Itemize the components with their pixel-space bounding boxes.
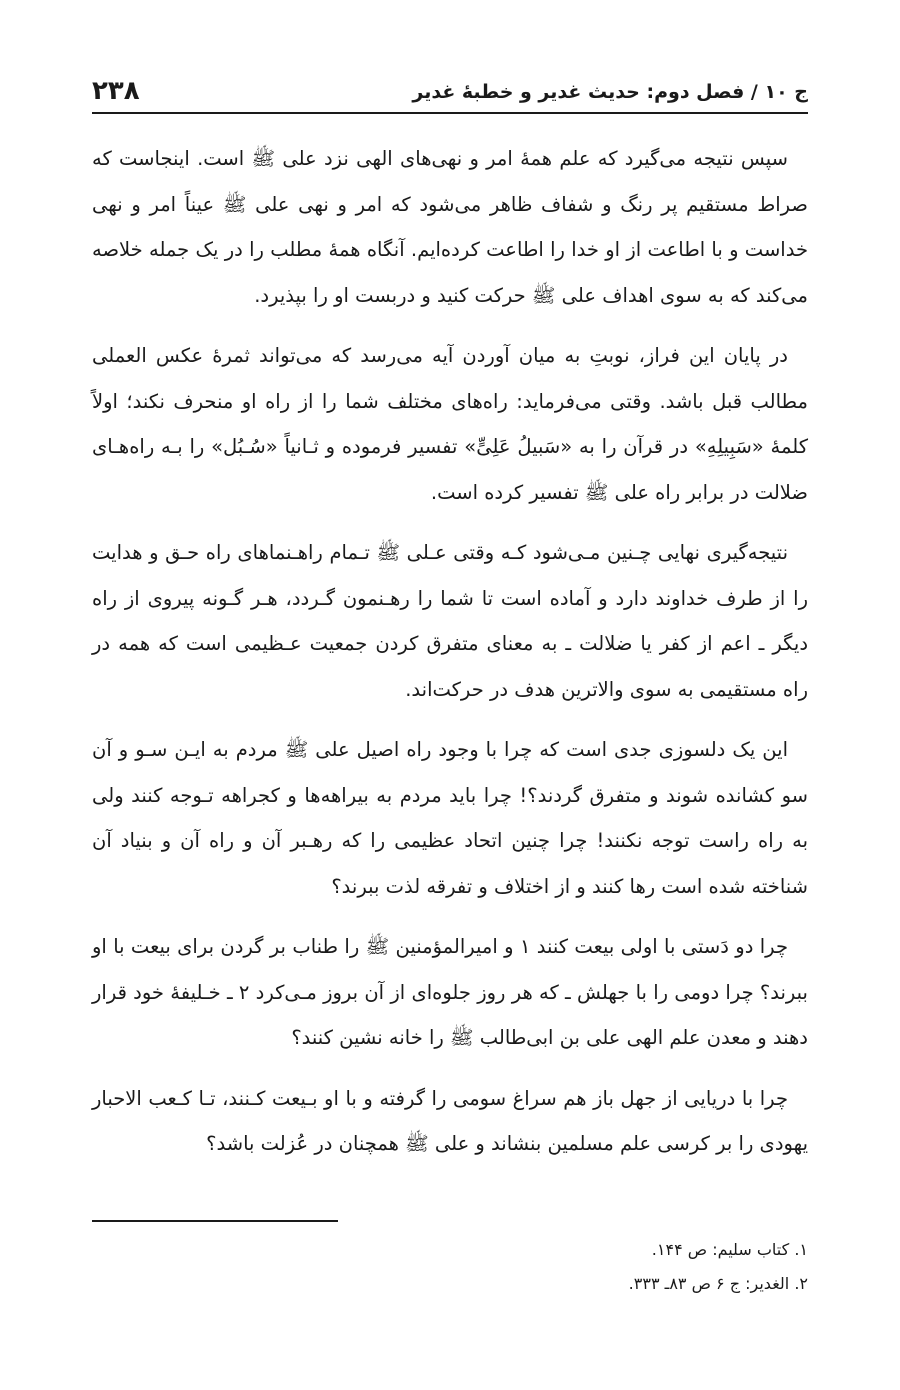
- page-header: [92, 60, 808, 114]
- footnote: ۱. کتاب سلیم: ص ۱۴۴.: [651, 1240, 808, 1259]
- footnotes: [92, 1233, 808, 1301]
- paragraph: این یک دلسوزی جدی است که چرا با وجود راه اصیل علی ﷺ مردم به ایـن سـو و آن سو کشانده شوند و متفرق گردند؟! چرا باید مردم به بیراهه‌ها و کجراهه تـوجه کنند ولی به راه راست توجه نکنند! چرا چنین اتحاد عظیمی را که رهـبر آن و راه آن و بنیاد آن شناخته شده است رها کنند و از اختلاف و تفرقه لذت ببرند؟: [92, 738, 808, 898]
- paragraph: در پایان این فراز، نوبتِ به میان آوردن آیه می‌رسد که می‌تواند ثمرهٔ عکس العملی مطالب قبل باشد. وقتی می‌فرماید: راه‌های مختلف شما را از راه او منحرف نکند؛ اولاً کلمهٔ «سَبِیلِهِ» در قرآن را به «سَبیلُ عَلِیٍّ» تفسیر فرموده و ثـانیاً «سُـبُل» را بـه راه‌هـای ضلالت در برابر راه علی ﷺ تفسیر کرده است.: [92, 344, 808, 504]
- paragraph: چرا با دریایی از جهل باز هم سراغ سومی را گرفته و با او بـیعت کـنند، تـا کـعب الاحبار یهودی را بر کرسی علم مسلمین بنشاند و علی ﷺ همچنان در عُزلت باشد؟: [92, 1086, 808, 1155]
- paragraph: سپس نتیجه می‌گیرد که علم همهٔ امر و نهی‌های الهی نزد علی ﷺ است. اینجاست که صراط مستقیم پر رنگ و شفاف ظاهر می‌شود که امر و نهی علی ﷺ عیناً امر و نهی خداست و با اطاعت از او خدا را اطاعت کرده‌ایم. آنگاه همهٔ مطلب را در یک جمله خلاصه می‌کند که به سوی اهداف علی ﷺ حرکت کنید و دربست او را بپذیرد.: [92, 147, 808, 307]
- paragraph: نتیجه‌گیری نهایی چـنین مـی‌شود کـه وقتی عـلی ﷺ تـمام راهـنماهای راه حـق و هدایت را از طرف خداوند دارد و آماده است تا شما را رهـنمون گـردد، هـر گـونه پیروی از راه دیگر ـ اعم از کفر یا ضلالت ـ به معنای متفرق کردن جمعیت عـظیمی است که همه در راه مستقیمی به سوی والاترین هدف در حرکت‌اند.: [92, 541, 808, 701]
- paragraph: چرا دو دَستی با اولی بیعت کنند ۱ و امیرالمؤمنین ﷺ را طناب بر گردن برای بیعت با او ببرند؟ چرا دومی را با جهلش ـ که هر روز جلوه‌ای از آن بروز مـی‌کرد ۲ ـ خـلیفهٔ خود قرار دهند و معدن علم الهی علی بن ابی‌طالب ﷺ را خانه نشین کنند؟: [92, 935, 808, 1049]
- body-text: [92, 136, 808, 1167]
- running-title: ج ۱۰ / فصل دوم: حدیث غدیر و خطبهٔ غدیر: [412, 81, 808, 103]
- footnote: ۲. الغدیر: ج ۶ ص ۸۳ـ ۳۳۳.: [628, 1274, 808, 1293]
- page-number: ۲۳۸: [92, 76, 140, 106]
- page: [92, 60, 808, 1182]
- footnote-separator: [92, 1220, 338, 1222]
